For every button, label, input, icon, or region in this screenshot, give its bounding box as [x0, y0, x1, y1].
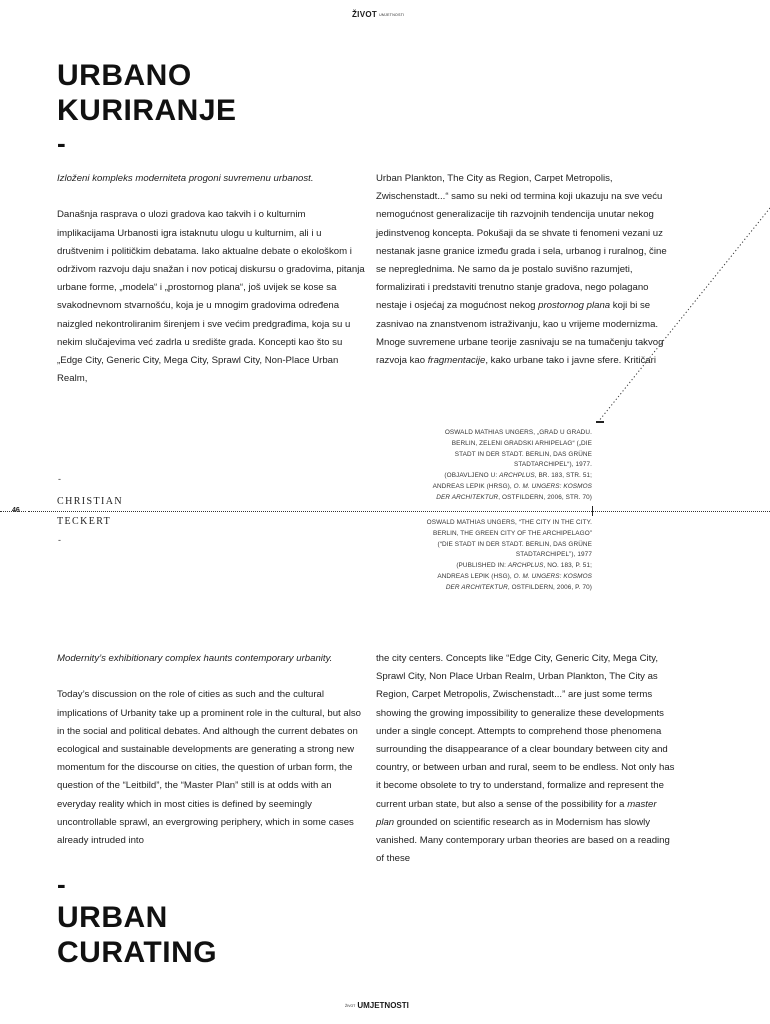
caption-emphasis: ARCHPLUS	[499, 472, 535, 480]
magazine-footer	[345, 1001, 409, 1010]
en-col2-text: grounded on scientific research as in Modernism has slowly vanished. Many contemporary urban theories are based on a reading of these	[376, 816, 670, 865]
title-hr-dash: -	[57, 128, 66, 158]
caption-hr-line: BERLIN, ZELENI GRADSKI ARHIPELAG“ („DIE	[451, 439, 592, 447]
author-dash-bottom: -	[58, 535, 61, 545]
divider-tick	[592, 506, 593, 516]
caption-text: ANDREAS LEPIK (HRSG),	[432, 482, 514, 490]
author-dash-top: -	[58, 474, 61, 484]
hr-col1-body: Današnja rasprava o ulozi gradova kao takvih i o kulturnim implikacijama Urbanosti igra istaknutu ulogu u kulturnim, ali i u društvenim i političkim debatama. Iako aktualne debate o ekološkom i održivom razvoju daju snažan i nov poticaj diskursu o gradovima, pitanja urbane forme, „modela“ i „prostornog plana“, još uvijek se kose sa svakodnevnom stvarnošću, koja je u mnogim gradovima određena naizgled nekontroliranim širenjem i sve većim predgrađima, koja su u nekim slučajevima već zadrla u središte grada. Koncepti kao što su „Edge City, Generic City, Mega City, Sprawl City, Non-Place Urban Realm,	[57, 209, 365, 385]
caption-en-line: STADTARCHIPEL”), 1977	[515, 551, 592, 559]
en-col2-body	[376, 650, 676, 868]
en-lead: Modernity’s exhibitionary complex haunts contemporary urbanity.	[57, 653, 333, 664]
en-column-2	[376, 650, 676, 868]
caption-text: , BR. 183, STR. 51;	[534, 472, 592, 480]
footer-title: UMJETNOSTI	[357, 1001, 409, 1010]
caption-emphasis: DER ARCHITEKTUR	[445, 583, 508, 591]
author-last-name: TECKERT	[57, 516, 112, 527]
caption-hr-line	[400, 493, 592, 504]
caption-emphasis: ARCHPLUS	[507, 562, 544, 570]
caption-marker	[596, 421, 604, 423]
en-col2-text: the city centers. Concepts like “Edge City, Generic City, Mega City, Sprawl City, Non Place Urban Realm, Urban Plankton, The City as Region, Carpet Metropolis, Zwischenstadt...” are just some terms showing the growing impossibility to generalize these developments under a single concept. Attempts to comprehend those phenomena surrounding the disappearance of a clear boundary between city and country, or between urban and rural, seem to be endless. Not only has it become obsolete to try to understand, formalize and represent the current urban state, but also a sense of the possibility for a	[376, 653, 675, 810]
title-en-dash: -	[57, 869, 66, 899]
header-title: ŽIVOT	[352, 10, 378, 19]
caption-text: (OBJAVLJENO U:	[444, 472, 500, 480]
caption-en-line	[390, 572, 592, 583]
hr-col2-text: koji bi se zasnivao na znanstvenom istraživanju, kao u vrijeme modernizma. Mnoge suvremene urbane teorije zasnivaju se na tumačenju takvog razvoja kao	[376, 300, 664, 367]
caption-en-line: OSWALD MATHIAS UNGERS, “THE CITY IN THE CITY.	[426, 519, 592, 526]
hr-col2-emphasis: prostornog plana	[538, 300, 611, 312]
en-column-1	[57, 650, 365, 850]
caption-emphasis: DER ARCHITEKTUR	[436, 493, 499, 501]
title-hr-line1: URBANO	[57, 59, 192, 92]
caption-en-line: BERLIN, THE GREEN CITY OF THE ARCHIPELAGO”	[432, 529, 592, 537]
title-en-line1: URBAN	[57, 901, 168, 934]
caption-hr	[400, 428, 592, 504]
caption-text: , OSTFILDERN, 2006, P. 70)	[507, 583, 592, 591]
caption-en	[390, 518, 592, 594]
caption-emphasis: O. M. UNGERS: KOSMOS	[513, 482, 592, 490]
caption-text: (PUBLISHED IN:	[456, 562, 508, 570]
caption-en-line: (“DIE STADT IN DER STADT. BERLIN, DAS GRÜNE	[437, 540, 592, 548]
hr-col2-text: , kako urbane tako i javne sfere. Kritičari	[485, 355, 656, 367]
hr-col2-emphasis: fragmentacije	[427, 355, 486, 367]
caption-hr-line: OSWALD MATHIAS UNGERS, „GRAD U GRADU.	[444, 429, 592, 436]
caption-text: ANDREAS LEPIK (HSG),	[437, 572, 514, 580]
caption-hr-line: STADT IN DER STADT. BERLIN, DAS GRÜNE	[454, 450, 592, 458]
caption-emphasis: O. M. UNGERS: KOSMOS	[513, 572, 592, 580]
caption-text: , OSTFILDERN, 2006, STR. 70)	[498, 493, 592, 501]
footer-prefix: ŽIVOT	[345, 1003, 356, 1008]
caption-en-line	[390, 561, 592, 572]
caption-text: , NO. 183, P. 51;	[543, 562, 592, 570]
caption-hr-line	[400, 482, 592, 493]
caption-en-line	[390, 583, 592, 594]
hr-col2-text: Urban Plankton, The City as Region, Carpet Metropolis, Zwischenstadt...“ samo su neki od termina koji ukazuju na sve veću nemogućnost generalizacije tih razvojnih tendencija unutar nekog jedinstvenog koncepta. Pokušaji da se shvate ti fenomeni vezani uz nestanak jasne granice između grada i sela, urbanog i ruralnog, čine se nepreglednima. Ne samo da je postalo suvišno razumjeti, formalizirati i predstaviti trenutno stanje gradova, nego polagano nestaje i osjećaj za mogućnost nekog	[376, 173, 667, 312]
en-col1-body: Today’s discussion on the role of cities as such and the cultural implications of Urbanity take up a prominent role in the cultural, but also in the social and political debates. And although the current debates on ecological and sustainable developments are generating a strong new momentum for the discourse on cities, the question of urban form, the question of the “Leitbild”, the “Master Plan” still is at odds with an everyday reality which in most cities is defined by seemingly uncontrollable sprawl, an evergrowing periphery, which in some cases already intruded into	[57, 689, 361, 847]
author-first-name: CHRISTIAN	[57, 496, 123, 507]
page-number: 46	[12, 507, 20, 514]
divider-left	[0, 511, 26, 512]
caption-hr-line: STADTARCHIPEL“), 1977.	[514, 461, 592, 469]
header-subtitle: UMJETNOSTI	[379, 12, 405, 17]
horizontal-divider	[28, 511, 770, 512]
en-col2-emphasis: master plan	[376, 798, 657, 828]
caption-hr-line	[400, 471, 592, 482]
title-en-line2: CURATING	[57, 936, 218, 969]
title-hr-line2: KURIRANJE	[57, 94, 237, 127]
diagonal-line-segment	[598, 208, 770, 422]
hr-lead: Izloženi kompleks moderniteta progoni suvremenu urbanost.	[57, 173, 314, 184]
title-en	[57, 900, 217, 970]
